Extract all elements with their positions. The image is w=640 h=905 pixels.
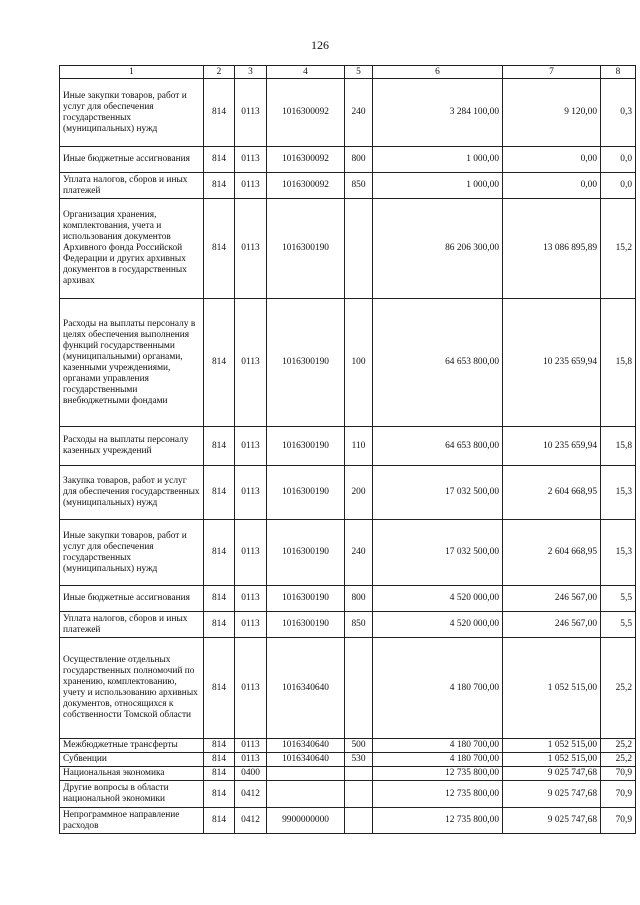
row-name: Иные бюджетные ассигнования (60, 586, 204, 612)
header-col-4: 4 (267, 66, 345, 79)
row-rz-code: 0113 (235, 299, 267, 427)
row-vr-code: 100 (345, 299, 373, 427)
row-rz-code: 0113 (235, 79, 267, 147)
row-rz-code: 0400 (235, 767, 267, 781)
table-row (60, 147, 636, 173)
table-row (60, 638, 636, 739)
row-gr-code: 814 (204, 808, 235, 834)
row-fact-amount: 246 567,00 (503, 586, 601, 612)
row-cs-code: 1016340640 (267, 638, 345, 739)
row-gr-code: 814 (204, 520, 235, 586)
budget-table (59, 65, 636, 834)
row-gr-code: 814 (204, 173, 235, 199)
row-percent: 0,0 (601, 147, 636, 173)
header-col-5: 5 (345, 66, 373, 79)
row-percent: 5,5 (601, 586, 636, 612)
row-vr-code (345, 199, 373, 299)
row-plan-amount: 64 653 800,00 (373, 427, 503, 466)
row-name: Другие вопросы в области национальной экономики (60, 781, 204, 808)
row-fact-amount: 13 086 895,89 (503, 199, 601, 299)
row-gr-code: 814 (204, 767, 235, 781)
row-vr-code: 110 (345, 427, 373, 466)
row-name: Закупка товаров, работ и услуг для обеспечения государственных (муниципальных) нужд (60, 466, 204, 520)
row-vr-code: 800 (345, 586, 373, 612)
row-gr-code: 814 (204, 299, 235, 427)
row-percent: 5,5 (601, 612, 636, 638)
row-fact-amount: 9 025 747,68 (503, 808, 601, 834)
row-vr-code: 240 (345, 520, 373, 586)
table-row (60, 612, 636, 638)
row-percent: 70,9 (601, 808, 636, 834)
row-fact-amount: 2 604 668,95 (503, 520, 601, 586)
header-col-7: 7 (503, 66, 601, 79)
row-fact-amount: 10 235 659,94 (503, 427, 601, 466)
row-rz-code: 0113 (235, 520, 267, 586)
row-vr-code: 850 (345, 173, 373, 199)
row-cs-code: 1016340640 (267, 739, 345, 753)
table-row (60, 466, 636, 520)
row-rz-code: 0113 (235, 427, 267, 466)
row-rz-code: 0412 (235, 808, 267, 834)
row-rz-code: 0113 (235, 173, 267, 199)
row-rz-code: 0113 (235, 199, 267, 299)
row-cs-code: 1016300190 (267, 299, 345, 427)
row-percent: 70,9 (601, 767, 636, 781)
row-cs-code: 1016300190 (267, 427, 345, 466)
row-fact-amount: 1 052 515,00 (503, 753, 601, 767)
row-name: Уплата налогов, сборов и иных платежей (60, 173, 204, 199)
row-name: Межбюджетные трансферты (60, 739, 204, 753)
row-gr-code: 814 (204, 427, 235, 466)
row-fact-amount: 1 052 515,00 (503, 739, 601, 753)
row-plan-amount: 4 180 700,00 (373, 739, 503, 753)
row-cs-code: 1016300092 (267, 173, 345, 199)
row-fact-amount: 9 025 747,68 (503, 767, 601, 781)
row-rz-code: 0113 (235, 612, 267, 638)
row-name: Организация хранения, комплектования, учета и использования документов Архивного фонда Российской Федерации и других архивных документов в государственных архивах (60, 199, 204, 299)
table-row (60, 808, 636, 834)
row-vr-code: 240 (345, 79, 373, 147)
row-fact-amount: 246 567,00 (503, 612, 601, 638)
row-fact-amount: 1 052 515,00 (503, 638, 601, 739)
row-percent: 0,0 (601, 173, 636, 199)
row-cs-code: 1016300092 (267, 147, 345, 173)
header-col-1: 1 (60, 66, 204, 79)
row-percent: 25,2 (601, 753, 636, 767)
row-cs-code (267, 767, 345, 781)
table-row (60, 767, 636, 781)
row-vr-code (345, 638, 373, 739)
table-header (60, 66, 636, 79)
row-plan-amount: 12 735 800,00 (373, 767, 503, 781)
table-row (60, 79, 636, 147)
row-name: Осуществление отдельных государственных полномочий по хранению, комплектованию, учету и использованию архивных документов, относящихся к собственности Томской области (60, 638, 204, 739)
row-name: Расходы на выплаты персоналу казенных учреждений (60, 427, 204, 466)
row-fact-amount: 10 235 659,94 (503, 299, 601, 427)
row-gr-code: 814 (204, 199, 235, 299)
row-plan-amount: 3 284 100,00 (373, 79, 503, 147)
row-percent: 0,3 (601, 79, 636, 147)
table-row (60, 520, 636, 586)
header-col-6: 6 (373, 66, 503, 79)
row-cs-code: 1016300092 (267, 79, 345, 147)
page-number: 126 (311, 38, 329, 52)
table-row (60, 586, 636, 612)
row-rz-code: 0113 (235, 466, 267, 520)
header-col-8: 8 (601, 66, 636, 79)
row-vr-code: 200 (345, 466, 373, 520)
row-cs-code: 9900000000 (267, 808, 345, 834)
row-name: Уплата налогов, сборов и иных платежей (60, 612, 204, 638)
row-plan-amount: 17 032 500,00 (373, 466, 503, 520)
row-percent: 15,2 (601, 199, 636, 299)
row-plan-amount: 1 000,00 (373, 173, 503, 199)
row-vr-code: 850 (345, 612, 373, 638)
row-percent: 25,2 (601, 739, 636, 753)
row-plan-amount: 4 180 700,00 (373, 638, 503, 739)
row-plan-amount: 4 520 000,00 (373, 586, 503, 612)
table-row (60, 753, 636, 767)
row-cs-code (267, 781, 345, 808)
row-gr-code: 814 (204, 638, 235, 739)
row-gr-code: 814 (204, 612, 235, 638)
row-plan-amount: 12 735 800,00 (373, 781, 503, 808)
row-gr-code: 814 (204, 586, 235, 612)
header-row (60, 66, 636, 79)
row-cs-code: 1016300190 (267, 586, 345, 612)
row-cs-code: 1016300190 (267, 612, 345, 638)
table-body (60, 79, 636, 834)
row-name: Расходы на выплаты персоналу в целях обеспечения выполнения функций государственными (муниципальными) органами, казенными учреждениями, органами управления государственными внебюджетными фондами (60, 299, 204, 427)
row-plan-amount: 4 520 000,00 (373, 612, 503, 638)
row-vr-code: 530 (345, 753, 373, 767)
table-row (60, 739, 636, 753)
row-fact-amount: 0,00 (503, 147, 601, 173)
row-percent: 15,8 (601, 427, 636, 466)
row-gr-code: 814 (204, 753, 235, 767)
table-row (60, 173, 636, 199)
row-rz-code: 0113 (235, 739, 267, 753)
row-rz-code: 0113 (235, 147, 267, 173)
row-rz-code: 0412 (235, 781, 267, 808)
header-col-2: 2 (204, 66, 235, 79)
row-vr-code (345, 767, 373, 781)
row-vr-code: 800 (345, 147, 373, 173)
table-row (60, 199, 636, 299)
row-gr-code: 814 (204, 79, 235, 147)
row-cs-code: 1016340640 (267, 753, 345, 767)
row-gr-code: 814 (204, 781, 235, 808)
row-gr-code: 814 (204, 466, 235, 520)
row-name: Непрограммное направление расходов (60, 808, 204, 834)
row-cs-code: 1016300190 (267, 520, 345, 586)
row-rz-code: 0113 (235, 586, 267, 612)
row-name: Национальная экономика (60, 767, 204, 781)
row-name: Иные бюджетные ассигнования (60, 147, 204, 173)
row-fact-amount: 0,00 (503, 173, 601, 199)
row-vr-code (345, 781, 373, 808)
row-plan-amount: 64 653 800,00 (373, 299, 503, 427)
row-plan-amount: 1 000,00 (373, 147, 503, 173)
row-rz-code: 0113 (235, 753, 267, 767)
row-percent: 70,9 (601, 781, 636, 808)
row-fact-amount: 9 025 747,68 (503, 781, 601, 808)
row-fact-amount: 9 120,00 (503, 79, 601, 147)
row-percent: 15,3 (601, 520, 636, 586)
row-plan-amount: 12 735 800,00 (373, 808, 503, 834)
table-row (60, 299, 636, 427)
row-percent: 15,8 (601, 299, 636, 427)
row-plan-amount: 86 206 300,00 (373, 199, 503, 299)
table-row (60, 781, 636, 808)
row-percent: 25,2 (601, 638, 636, 739)
row-fact-amount: 2 604 668,95 (503, 466, 601, 520)
row-cs-code: 1016300190 (267, 466, 345, 520)
row-percent: 15,3 (601, 466, 636, 520)
row-plan-amount: 17 032 500,00 (373, 520, 503, 586)
row-vr-code (345, 808, 373, 834)
header-col-3: 3 (235, 66, 267, 79)
row-name: Субвенции (60, 753, 204, 767)
row-rz-code: 0113 (235, 638, 267, 739)
row-vr-code: 500 (345, 739, 373, 753)
row-name: Иные закупки товаров, работ и услуг для обеспечения государственных (муниципальных) нужд (60, 79, 204, 147)
row-name: Иные закупки товаров, работ и услуг для обеспечения государственных (муниципальных) нужд (60, 520, 204, 586)
table-row (60, 427, 636, 466)
row-gr-code: 814 (204, 147, 235, 173)
row-plan-amount: 4 180 700,00 (373, 753, 503, 767)
row-cs-code: 1016300190 (267, 199, 345, 299)
row-gr-code: 814 (204, 739, 235, 753)
